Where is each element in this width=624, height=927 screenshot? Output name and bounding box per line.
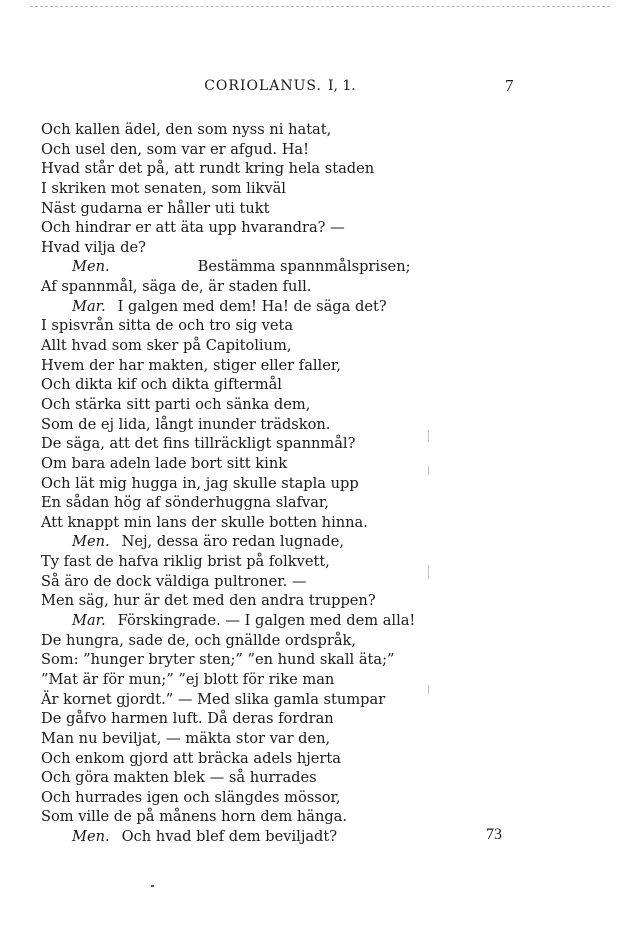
- line-text: Och lät mig hugga in, jag skulle stapla upp: [41, 474, 359, 492]
- line-text: Hvad står det på, att rundt kring hela staden: [41, 160, 375, 178]
- speech-line: [41, 827, 481, 847]
- verse-line: [41, 356, 481, 376]
- verse-line: [41, 493, 481, 513]
- line-text: Som: ”hunger bryter sten;” ”en hund skall äta;”: [41, 651, 395, 669]
- line-text: Men säg, hur är det med den andra truppen?: [41, 592, 376, 610]
- top-scan-rule: [30, 6, 610, 7]
- line-text: Nej, dessa äro redan lugnade,: [121, 533, 345, 551]
- line-text: Om bara adeln lade bort sitt kink: [41, 454, 288, 472]
- verse-line: [41, 807, 481, 827]
- line-text: Förskingrade. — I galgen med dem alla!: [117, 612, 416, 630]
- verse-line: [41, 415, 481, 435]
- line-text: Och göra makten blek — så hurrades: [41, 769, 317, 787]
- line-text: De hungra, sade de, och gnällde ordspråk,: [41, 631, 357, 649]
- line-text: De säga, att det fins tillräckligt spannmål?: [41, 435, 356, 453]
- verse-line: [41, 277, 481, 297]
- line-text: I spisvrån sitta de och tro sig veta: [41, 317, 294, 335]
- speaker-name: Men.: [72, 533, 110, 551]
- print-speck: [151, 885, 154, 887]
- line-text: Bestämma spannmålsprisen;: [197, 258, 411, 276]
- verse-line: [41, 454, 481, 474]
- line-text: Näst gudarna er håller uti tukt: [41, 199, 270, 217]
- verse-line: [41, 199, 481, 219]
- verse-line: [41, 572, 481, 592]
- verse-line: [41, 140, 481, 160]
- line-text: Och stärka sitt parti och sänka dem,: [41, 395, 311, 413]
- speaker-name: Mar.: [72, 612, 106, 630]
- margin-mark: [428, 685, 429, 695]
- line-text: Så äro de dock väldiga pultroner. —: [41, 572, 307, 590]
- line-text: Och enkom gjord att bräcka adels hjerta: [41, 749, 341, 767]
- line-text: Att knappt min lans der skulle botten hinna.: [41, 513, 368, 531]
- line-text: Allt hvad som sker på Capitolium,: [41, 337, 292, 355]
- verse-line: [41, 788, 481, 808]
- verse-line: [41, 434, 481, 454]
- line-text: Af spannmål, säga de, är staden full.: [41, 278, 312, 296]
- verse-line: [41, 690, 481, 710]
- verse-line: [41, 729, 481, 749]
- signature-number: 73: [486, 826, 502, 843]
- speech-line: [41, 532, 481, 552]
- verse-line: [41, 316, 481, 336]
- margin-mark: [428, 565, 429, 579]
- verse-text: [41, 120, 481, 847]
- verse-line: [41, 650, 481, 670]
- line-text: Och hindrar er att äta upp hvarandra? —: [41, 219, 345, 237]
- line-text: Och hurrades igen och slängdes mössor,: [41, 788, 341, 806]
- margin-mark: [428, 465, 429, 475]
- speaker-name: Men.: [72, 828, 110, 846]
- line-text: I galgen med dem! Ha! de säga det?: [117, 297, 387, 315]
- line-text: ”Mat är för mun;” ”ej blott för rike man: [41, 670, 335, 688]
- line-text: Som de ej lida, långt inunder trädskon.: [41, 415, 331, 433]
- speech-line: [41, 297, 481, 317]
- line-text: Hvad vilja de?: [41, 238, 146, 256]
- speaker-name: Men.: [72, 258, 110, 276]
- line-text: De gåfvo harmen luft. Då deras fordran: [41, 710, 334, 728]
- verse-line: [41, 513, 481, 533]
- verse-line: [41, 631, 481, 651]
- margin-mark: [428, 430, 429, 442]
- line-text: Är kornet gjordt.” — Med slika gamla stumpar: [41, 690, 386, 708]
- verse-line: [41, 120, 481, 140]
- line-text: Och hvad blef dem beviljadt?: [121, 828, 338, 846]
- verse-line: [41, 159, 481, 179]
- speech-line: [41, 611, 481, 631]
- line-text: I skriken mot senaten, som likväl: [41, 179, 286, 197]
- act-scene: I, 1.: [327, 78, 356, 94]
- page-number: 7: [505, 76, 514, 95]
- verse-line: [41, 238, 481, 258]
- verse-line: [41, 591, 481, 611]
- verse-line: [41, 768, 481, 788]
- verse-line: [41, 179, 481, 199]
- verse-line: [41, 552, 481, 572]
- line-text: Som ville de på månens horn dem hänga.: [41, 808, 348, 826]
- line-text: Och usel den, som var er afgud. Ha!: [41, 140, 309, 158]
- line-text: Man nu beviljat, — mäkta stor var den,: [41, 729, 331, 747]
- line-text: En sådan hög af sönderhuggna slafvar,: [41, 494, 329, 512]
- speech-line: [41, 257, 481, 277]
- line-text: Ty fast de hafva riklig brist på folkvett,: [41, 553, 330, 571]
- verse-line: [41, 375, 481, 395]
- speaker-name: Mar.: [72, 297, 106, 315]
- running-header: [0, 78, 560, 94]
- verse-line: [41, 218, 481, 238]
- verse-line: [41, 336, 481, 356]
- verse-line: [41, 749, 481, 769]
- running-title: CORIOLANUS.: [204, 78, 322, 94]
- verse-line: [41, 395, 481, 415]
- verse-line: [41, 474, 481, 494]
- verse-line: [41, 670, 481, 690]
- verse-line: [41, 709, 481, 729]
- line-text: Hvem der har makten, stiger eller faller,: [41, 356, 341, 374]
- line-text: Och kallen ädel, den som nyss ni hatat,: [41, 121, 332, 138]
- line-text: Och dikta kif och dikta giftermål: [41, 376, 282, 394]
